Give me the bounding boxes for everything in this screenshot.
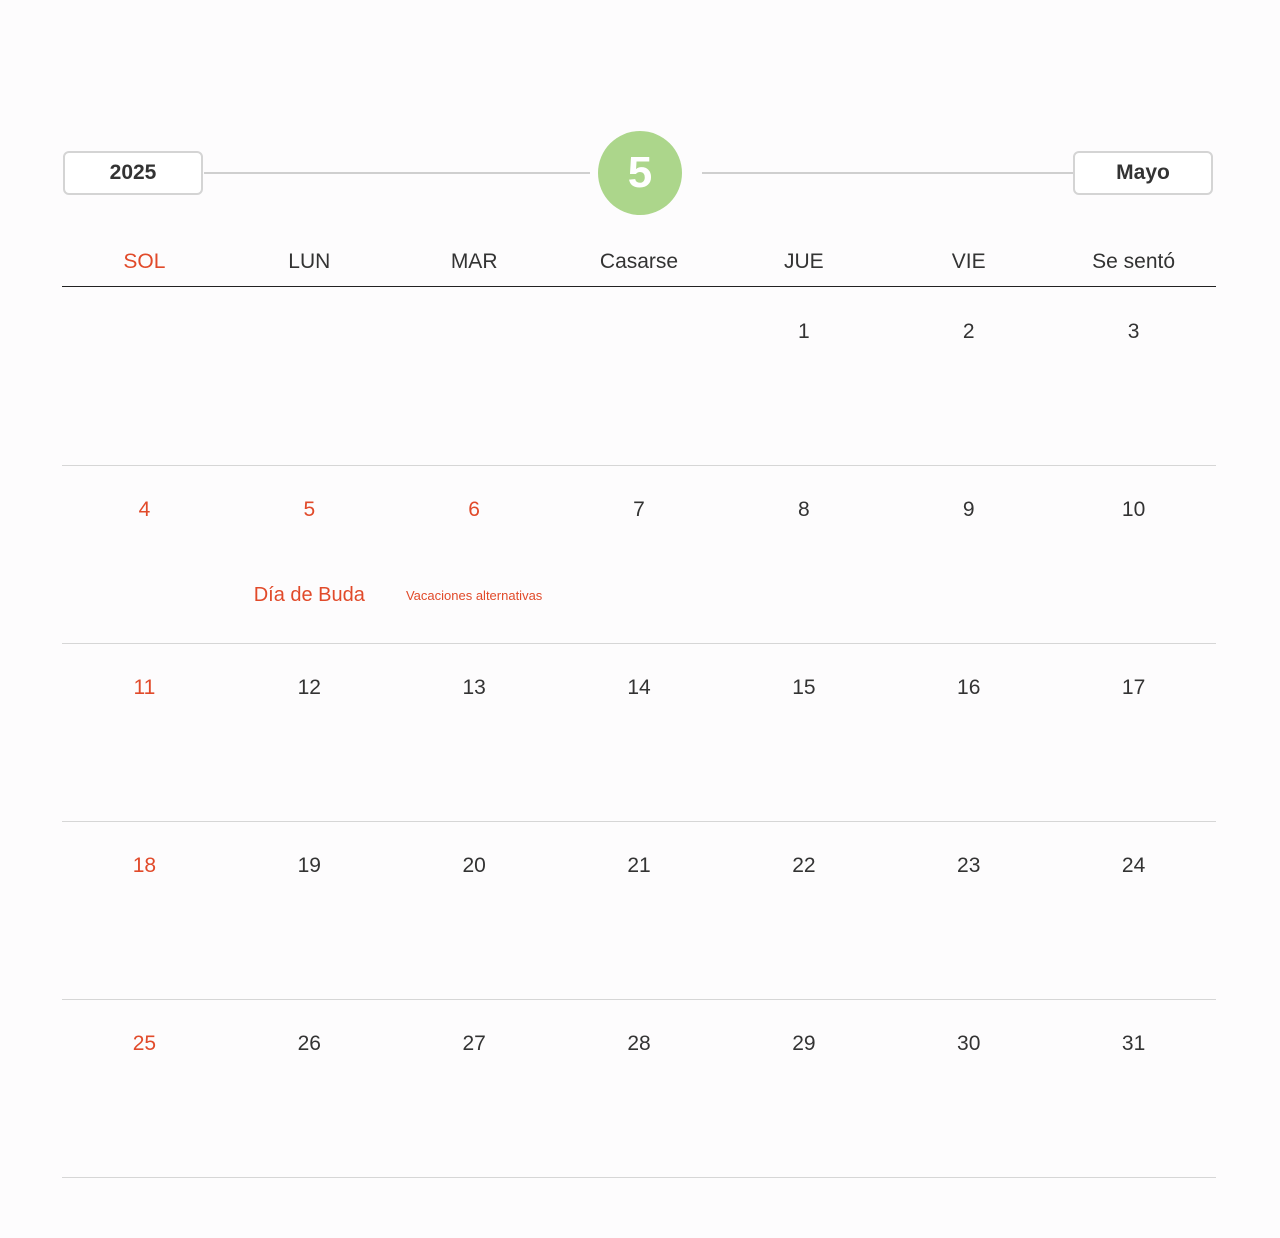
day-cell[interactable] bbox=[886, 466, 1051, 643]
week-row bbox=[62, 288, 1216, 466]
day-number: 19 bbox=[297, 854, 321, 877]
empty-day-cell bbox=[62, 288, 227, 465]
day-cell[interactable] bbox=[227, 822, 392, 999]
day-cell[interactable] bbox=[392, 1000, 557, 1177]
day-cell[interactable] bbox=[62, 1000, 227, 1177]
day-number: 30 bbox=[957, 1032, 981, 1055]
day-cell[interactable] bbox=[557, 644, 722, 821]
day-cell[interactable] bbox=[392, 644, 557, 821]
day-cell[interactable] bbox=[392, 466, 557, 643]
day-cell[interactable] bbox=[1051, 288, 1216, 465]
day-number: 11 bbox=[133, 676, 156, 699]
day-cell[interactable] bbox=[557, 822, 722, 999]
day-number: 4 bbox=[138, 498, 151, 521]
day-number: 29 bbox=[792, 1032, 816, 1055]
day-number: 21 bbox=[627, 854, 651, 877]
empty-day-cell bbox=[392, 288, 557, 465]
day-cell[interactable] bbox=[721, 644, 886, 821]
day-number: 18 bbox=[132, 854, 157, 877]
day-number: 7 bbox=[633, 498, 645, 521]
week-row bbox=[62, 466, 1216, 644]
year-selector[interactable]: 2025 bbox=[63, 151, 203, 195]
day-cell[interactable] bbox=[557, 1000, 722, 1177]
holiday-label: Día de Buda bbox=[253, 584, 365, 606]
weekday-wednesday: Casarse bbox=[599, 250, 679, 273]
week-row bbox=[62, 822, 1216, 1000]
weekday-sunday: SOL bbox=[123, 250, 166, 273]
day-cell[interactable] bbox=[62, 644, 227, 821]
day-cell[interactable] bbox=[62, 466, 227, 643]
weekday-header-row bbox=[62, 244, 1216, 287]
day-cell[interactable] bbox=[227, 1000, 392, 1177]
day-number: 12 bbox=[297, 676, 321, 699]
day-number: 16 bbox=[957, 676, 981, 699]
month-selector[interactable]: Mayo bbox=[1073, 151, 1213, 195]
day-cell[interactable] bbox=[227, 644, 392, 821]
day-number: 17 bbox=[1121, 676, 1146, 699]
month-number-badge: 5 bbox=[598, 131, 682, 215]
day-cell[interactable] bbox=[1051, 1000, 1216, 1177]
day-number: 2 bbox=[962, 320, 975, 343]
day-cell[interactable] bbox=[886, 1000, 1051, 1177]
day-cell[interactable] bbox=[886, 822, 1051, 999]
day-number: 31 bbox=[1121, 1032, 1146, 1055]
header-line-right bbox=[702, 172, 1074, 174]
day-number: 28 bbox=[627, 1032, 651, 1055]
day-number: 3 bbox=[1127, 320, 1140, 343]
day-number: 23 bbox=[957, 854, 981, 877]
day-number: 27 bbox=[462, 1032, 486, 1055]
day-number: 8 bbox=[798, 498, 810, 521]
week-row bbox=[62, 1000, 1216, 1178]
header-line-left bbox=[204, 172, 590, 174]
day-number: 13 bbox=[462, 676, 486, 699]
day-cell[interactable] bbox=[721, 288, 886, 465]
week-row bbox=[62, 644, 1216, 822]
holiday-label: Vacaciones alternativas bbox=[405, 588, 543, 603]
day-number: 1 bbox=[798, 320, 810, 343]
day-cell[interactable] bbox=[392, 822, 557, 999]
day-number: 24 bbox=[1121, 854, 1146, 877]
day-cell[interactable] bbox=[1051, 644, 1216, 821]
day-cell[interactable] bbox=[721, 466, 886, 643]
calendar-grid bbox=[62, 288, 1216, 1178]
day-cell[interactable] bbox=[721, 822, 886, 999]
weekday-friday: VIE bbox=[951, 250, 986, 273]
day-number: 20 bbox=[462, 854, 486, 877]
weekday-tuesday: MAR bbox=[450, 250, 498, 273]
day-cell[interactable] bbox=[886, 644, 1051, 821]
day-cell[interactable] bbox=[227, 466, 392, 643]
day-number: 15 bbox=[792, 676, 816, 699]
day-number: 25 bbox=[132, 1032, 157, 1055]
day-number: 9 bbox=[962, 498, 975, 521]
weekday-monday: LUN bbox=[288, 250, 331, 273]
day-cell[interactable] bbox=[886, 288, 1051, 465]
weekday-saturday: Se sentó bbox=[1092, 250, 1176, 273]
day-cell[interactable] bbox=[721, 1000, 886, 1177]
day-number: 10 bbox=[1121, 498, 1146, 521]
day-cell[interactable] bbox=[1051, 466, 1216, 643]
day-number: 14 bbox=[627, 676, 651, 699]
empty-day-cell bbox=[557, 288, 722, 465]
day-cell[interactable] bbox=[557, 466, 722, 643]
day-cell[interactable] bbox=[1051, 822, 1216, 999]
weekday-thursday: JUE bbox=[784, 250, 824, 273]
day-number: 6 bbox=[468, 498, 480, 521]
day-number: 26 bbox=[297, 1032, 321, 1055]
day-number: 22 bbox=[792, 854, 816, 877]
day-cell[interactable] bbox=[62, 822, 227, 999]
empty-day-cell bbox=[227, 288, 392, 465]
day-number: 5 bbox=[303, 498, 316, 521]
